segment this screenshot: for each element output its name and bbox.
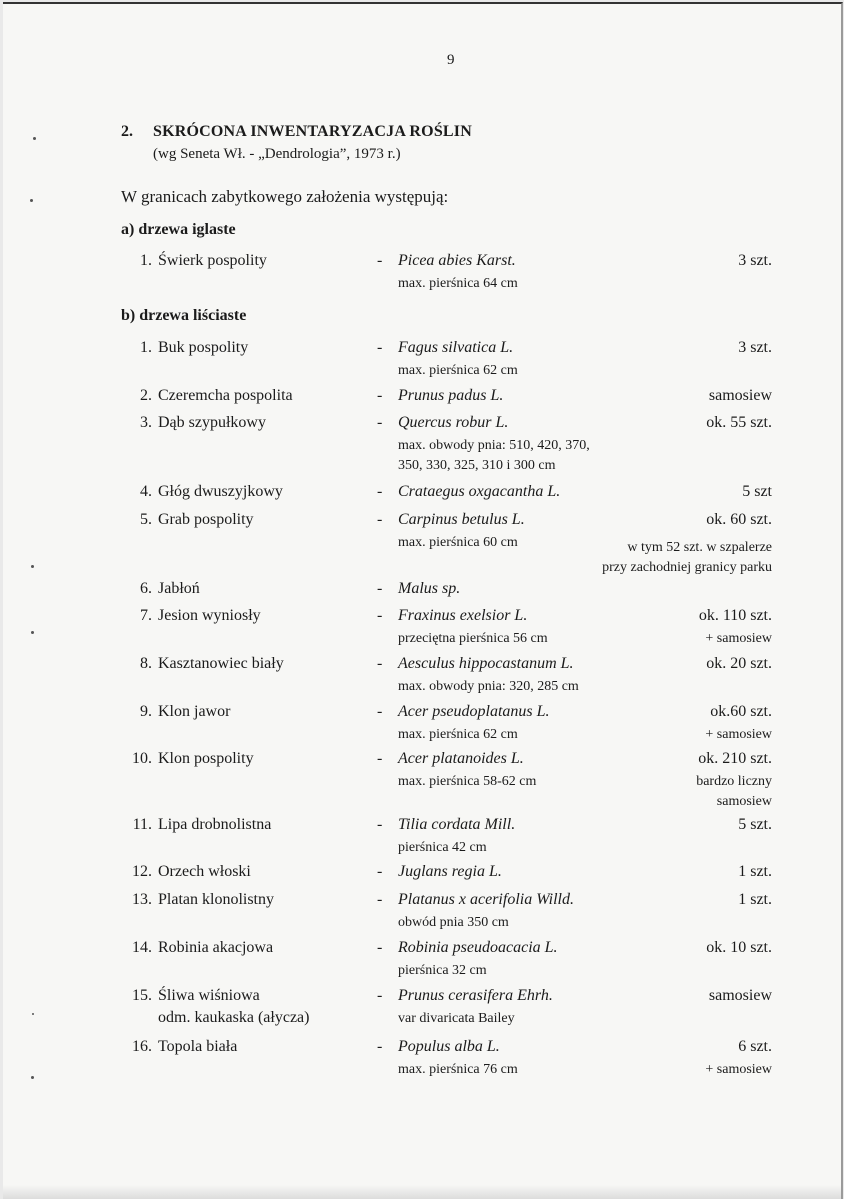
plant-note: var divaricata Bailey (398, 1011, 515, 1026)
latin-name: Picea abies Karst. (398, 252, 516, 269)
intro-text: W granicach zabytkowego założenia występują: (121, 187, 449, 206)
plant-quantity: ok. 55 szt. (706, 414, 772, 431)
plant-quantity: 3 szt. (738, 339, 772, 356)
quantity-note: w tym 52 szt. w szpalerze (627, 540, 772, 555)
plant-quantity: 1 szt. (738, 891, 772, 908)
plant-quantity: 5 szt (742, 483, 772, 500)
plant-quantity: ok.60 szt. (710, 703, 772, 720)
latin-name: Tilia cordata Mill. (398, 816, 516, 833)
separator-dash: - (377, 607, 383, 624)
plant-quantity: samosiew (708, 387, 772, 404)
latin-name: Acer platanoides L. (398, 750, 524, 767)
plant-name: Czeremcha pospolita (158, 387, 293, 404)
latin-name: Acer pseudoplatanus L. (398, 703, 550, 720)
plant-name: Świerk pospolity (158, 252, 267, 269)
plant-name: Klon pospolity (158, 750, 254, 767)
plant-note: max. pierśnica 76 cm (398, 1062, 518, 1077)
plant-number: 12. (132, 863, 152, 880)
plant-note: max. obwody pnia: 510, 420, 370, (398, 438, 590, 453)
plant-quantity: ok. 20 szt. (706, 655, 772, 672)
plant-name: Orzech włoski (158, 863, 251, 880)
plant-quantity: ok. 60 szt. (706, 511, 772, 528)
latin-name: Quercus robur L. (398, 414, 509, 431)
separator-dash: - (377, 580, 383, 597)
separator-dash: - (377, 387, 383, 404)
plant-note: max. obwody pnia: 320, 285 cm (398, 679, 579, 694)
separator-dash: - (377, 939, 383, 956)
separator-dash: - (377, 483, 383, 500)
latin-name: Populus alba L. (398, 1038, 500, 1055)
plant-number: 4. (140, 483, 152, 500)
section-number: 2. (121, 123, 133, 140)
plant-name: Śliwa wiśniowa (158, 987, 260, 1004)
plant-number: 2. (140, 387, 152, 404)
scan-speck (31, 631, 34, 634)
separator-dash: - (377, 655, 383, 672)
separator-dash: - (377, 703, 383, 720)
group-a-heading: a) drzewa iglaste (121, 221, 236, 238)
plant-number: 13. (132, 891, 152, 908)
plant-note: pierśnica 32 cm (398, 963, 487, 978)
scan-speck (31, 1076, 34, 1079)
plant-number: 16. (132, 1038, 152, 1055)
quantity-note: + samosiew (705, 727, 772, 742)
separator-dash: - (377, 339, 383, 356)
latin-name: Fraxinus exelsior L. (398, 607, 528, 624)
group-b-heading: b) drzewa liściaste (121, 307, 247, 324)
scan-speck (31, 565, 34, 568)
quantity-note: samosiew (716, 794, 772, 809)
plant-number: 1. (140, 339, 152, 356)
plant-note: 350, 330, 325, 310 i 300 cm (398, 458, 556, 473)
separator-dash: - (377, 511, 383, 528)
plant-quantity: 5 szt. (738, 816, 772, 833)
plant-name: Dąb szypułkowy (158, 414, 266, 431)
plant-name: Platan klonolistny (158, 891, 274, 908)
separator-dash: - (377, 252, 383, 269)
plant-number: 7. (140, 607, 152, 624)
latin-name: Platanus x acerifolia Willd. (398, 891, 574, 908)
plant-quantity: ok. 10 szt. (706, 939, 772, 956)
plant-name: Głóg dwuszyjkowy (158, 483, 283, 500)
plant-number: 11. (132, 816, 152, 833)
section-source: (wg Seneta Wł. - „Dendrologia”, 1973 r.) (153, 146, 401, 162)
plant-quantity: 1 szt. (738, 863, 772, 880)
latin-name: Aesculus hippocastanum L. (398, 655, 574, 672)
plant-quantity: 6 szt. (738, 1038, 772, 1055)
plant-note: przeciętna pierśnica 56 cm (398, 631, 548, 646)
quantity-note: + samosiew (705, 631, 772, 646)
separator-dash: - (377, 987, 383, 1004)
latin-name: Prunus cerasifera Ehrh. (398, 987, 553, 1004)
plant-name: Robinia akacjowa (158, 939, 274, 956)
plant-number: 5. (140, 511, 152, 528)
plant-note: pierśnica 42 cm (398, 840, 487, 855)
scan-speck (32, 1013, 34, 1015)
plant-quantity: ok. 210 szt. (698, 750, 772, 767)
quantity-note: przy zachodniej granicy parku (602, 560, 772, 575)
plant-quantity: ok. 110 szt. (698, 607, 772, 624)
plant-number: 9. (140, 703, 152, 720)
plant-number: 6. (140, 580, 152, 597)
latin-name: Fagus silvatica L. (398, 339, 514, 356)
plant-name: odm. kaukaska (ałycza) (158, 1009, 310, 1026)
latin-name: Crataegus oxgacantha L. (398, 483, 561, 500)
latin-name: Prunus padus L. (398, 387, 504, 404)
plant-number: 14. (132, 939, 152, 956)
plant-name: Lipa drobnolistna (158, 816, 272, 833)
plant-name: Kasztanowiec biały (158, 655, 284, 672)
latin-name: Malus sp. (398, 580, 461, 597)
plant-number: 8. (140, 655, 152, 672)
section-title: SKRÓCONA INWENTARYZACJA ROŚLIN (153, 123, 472, 140)
plant-name: Klon jawor (158, 703, 231, 720)
plant-name: Topola biała (158, 1038, 238, 1055)
plant-note: max. pierśnica 62 cm (398, 363, 518, 378)
plant-name: Jabłoń (158, 580, 200, 597)
plant-note: max. pierśnica 64 cm (398, 276, 518, 291)
plant-quantity: 3 szt. (738, 252, 772, 269)
separator-dash: - (377, 750, 383, 767)
plant-number: 10. (132, 750, 152, 767)
plant-note: max. pierśnica 62 cm (398, 727, 518, 742)
plant-note: max. pierśnica 60 cm (398, 535, 518, 550)
plant-name: Jesion wyniosły (158, 607, 261, 624)
latin-name: Carpinus betulus L. (398, 511, 525, 528)
quantity-note: + samosiew (705, 1062, 772, 1077)
plant-number: 3. (140, 414, 152, 431)
plant-number: 15. (132, 987, 152, 1004)
plant-number: 1. (140, 252, 152, 269)
latin-name: Juglans regia L. (398, 863, 502, 880)
separator-dash: - (377, 891, 383, 908)
plant-note: max. pierśnica 58-62 cm (398, 774, 537, 789)
plant-quantity: samosiew (708, 987, 772, 1004)
scan-speck (33, 137, 36, 140)
page-number: 9 (447, 52, 455, 68)
scan-speck (30, 199, 33, 202)
separator-dash: - (377, 816, 383, 833)
quantity-note: bardzo liczny (696, 774, 772, 789)
separator-dash: - (377, 863, 383, 880)
plant-name: Grab pospolity (158, 511, 254, 528)
separator-dash: - (377, 414, 383, 431)
latin-name: Robinia pseudoacacia L. (398, 939, 558, 956)
plant-note: obwód pnia 350 cm (398, 915, 509, 930)
plant-name: Buk pospolity (158, 339, 249, 356)
separator-dash: - (377, 1038, 383, 1055)
